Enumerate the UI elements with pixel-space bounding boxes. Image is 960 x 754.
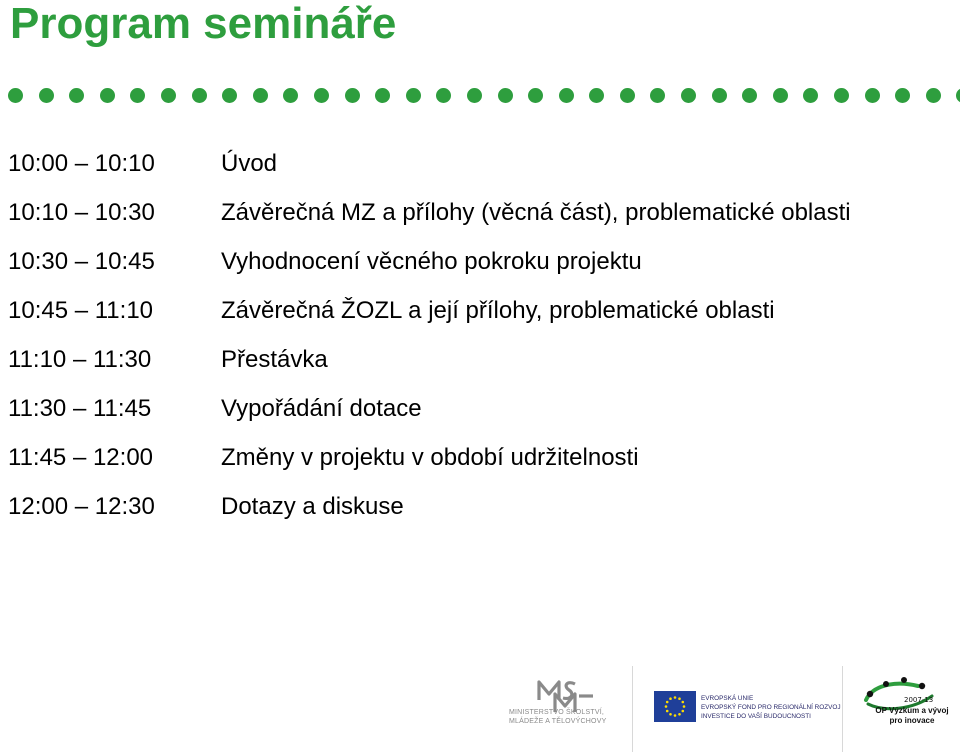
agenda-topic: Závěrečná ŽOZL a její přílohy, problematické oblasti bbox=[221, 296, 775, 324]
divider-dot bbox=[314, 88, 329, 103]
agenda-row bbox=[8, 384, 948, 433]
divider-dot bbox=[130, 88, 145, 103]
divider-dot bbox=[865, 88, 880, 103]
divider-dot bbox=[192, 88, 207, 103]
footer-separator bbox=[842, 666, 843, 752]
agenda-time: 10:30 – 10:45 bbox=[8, 247, 155, 275]
agenda-time: 11:10 – 11:30 bbox=[8, 345, 152, 373]
msmt-caption bbox=[509, 708, 629, 726]
divider-dot bbox=[681, 88, 696, 103]
eu-text-block bbox=[701, 694, 841, 721]
msmt-caption-line: MLÁDEŽE A TĚLOVÝCHOVY bbox=[509, 718, 607, 725]
divider-dot bbox=[467, 88, 482, 103]
divider-dot bbox=[253, 88, 268, 103]
agenda-row bbox=[8, 335, 948, 384]
divider-dot bbox=[283, 88, 298, 103]
page-title: Program semináře bbox=[10, 0, 397, 48]
divider-dot bbox=[161, 88, 176, 103]
divider-dot bbox=[895, 88, 910, 103]
agenda-time: 11:30 – 11:45 bbox=[8, 394, 152, 422]
agenda-list bbox=[8, 139, 948, 531]
agenda-time: 10:10 – 10:30 bbox=[8, 198, 155, 226]
agenda-topic: Změny v projektu v období udržitelnosti bbox=[221, 443, 639, 471]
agenda-topic: Vyhodnocení věcného pokroku projektu bbox=[221, 247, 642, 275]
agenda-topic: Závěrečná MZ a přílohy (věcná část), problematické oblasti bbox=[221, 198, 851, 226]
agenda-time: 12:00 – 12:30 bbox=[8, 492, 155, 520]
op-line: OP Výzkum a vývoj bbox=[875, 706, 949, 715]
msmt-caption-line: MINISTERSTVO ŠKOLSTVÍ, bbox=[509, 709, 605, 716]
eu-star bbox=[678, 697, 681, 700]
divider-dot bbox=[528, 88, 543, 103]
eu-star bbox=[674, 714, 677, 717]
agenda-time: 10:00 – 10:10 bbox=[8, 149, 155, 177]
divider-dot bbox=[375, 88, 390, 103]
divider-dot bbox=[956, 88, 960, 103]
agenda-row bbox=[8, 286, 948, 335]
divider-dot bbox=[589, 88, 604, 103]
eu-star bbox=[674, 696, 677, 699]
eu-star bbox=[683, 705, 686, 708]
footer-separator bbox=[632, 666, 633, 752]
divider-dot bbox=[8, 88, 23, 103]
divider-dot bbox=[620, 88, 635, 103]
divider-dot bbox=[39, 88, 54, 103]
agenda-topic: Úvod bbox=[221, 149, 278, 177]
divider-dot bbox=[834, 88, 849, 103]
agenda-row bbox=[8, 237, 948, 286]
eu-line: EVROPSKÝ FOND PRO REGIONÁLNÍ ROZVOJ bbox=[701, 704, 841, 711]
agenda-topic: Vypořádání dotace bbox=[221, 394, 422, 422]
eu-line: INVESTICE DO VAŠÍ BUDOUCNOSTI bbox=[701, 713, 811, 720]
agenda-row bbox=[8, 188, 948, 237]
eu-star bbox=[666, 710, 669, 713]
agenda-row bbox=[8, 139, 948, 188]
divider-dot bbox=[100, 88, 115, 103]
op-line: pro inovace bbox=[889, 716, 935, 725]
divider-dot bbox=[742, 88, 757, 103]
divider-dot bbox=[712, 88, 727, 103]
eu-star bbox=[681, 701, 684, 704]
eu-line: EVROPSKÁ UNIE bbox=[701, 695, 754, 702]
divider-dot bbox=[803, 88, 818, 103]
divider-dot bbox=[650, 88, 665, 103]
eu-star bbox=[666, 701, 669, 704]
eu-star bbox=[669, 713, 672, 716]
divider-dot bbox=[345, 88, 360, 103]
op-years: 2007-13 bbox=[904, 696, 934, 704]
eu-star bbox=[678, 713, 681, 716]
agenda-row bbox=[8, 482, 948, 531]
divider-dot bbox=[69, 88, 84, 103]
eu-star bbox=[681, 710, 684, 713]
eu-star bbox=[665, 705, 668, 708]
divider-dot bbox=[222, 88, 237, 103]
divider-dot bbox=[498, 88, 513, 103]
op-text-block bbox=[866, 706, 958, 726]
agenda-topic: Přestávka bbox=[221, 345, 328, 373]
agenda-time: 11:45 – 12:00 bbox=[8, 443, 154, 471]
divider-dot bbox=[436, 88, 451, 103]
agenda-topic: Dotazy a diskuse bbox=[221, 492, 404, 520]
eu-flag-icon bbox=[654, 691, 696, 722]
divider-dot bbox=[559, 88, 574, 103]
divider-dot bbox=[406, 88, 421, 103]
agenda-row bbox=[8, 433, 948, 482]
dotted-divider bbox=[0, 88, 960, 104]
agenda-time: 10:45 – 11:10 bbox=[8, 296, 154, 324]
divider-dot bbox=[773, 88, 788, 103]
divider-dot bbox=[926, 88, 941, 103]
logo-footer bbox=[0, 662, 960, 754]
eu-star bbox=[669, 697, 672, 700]
